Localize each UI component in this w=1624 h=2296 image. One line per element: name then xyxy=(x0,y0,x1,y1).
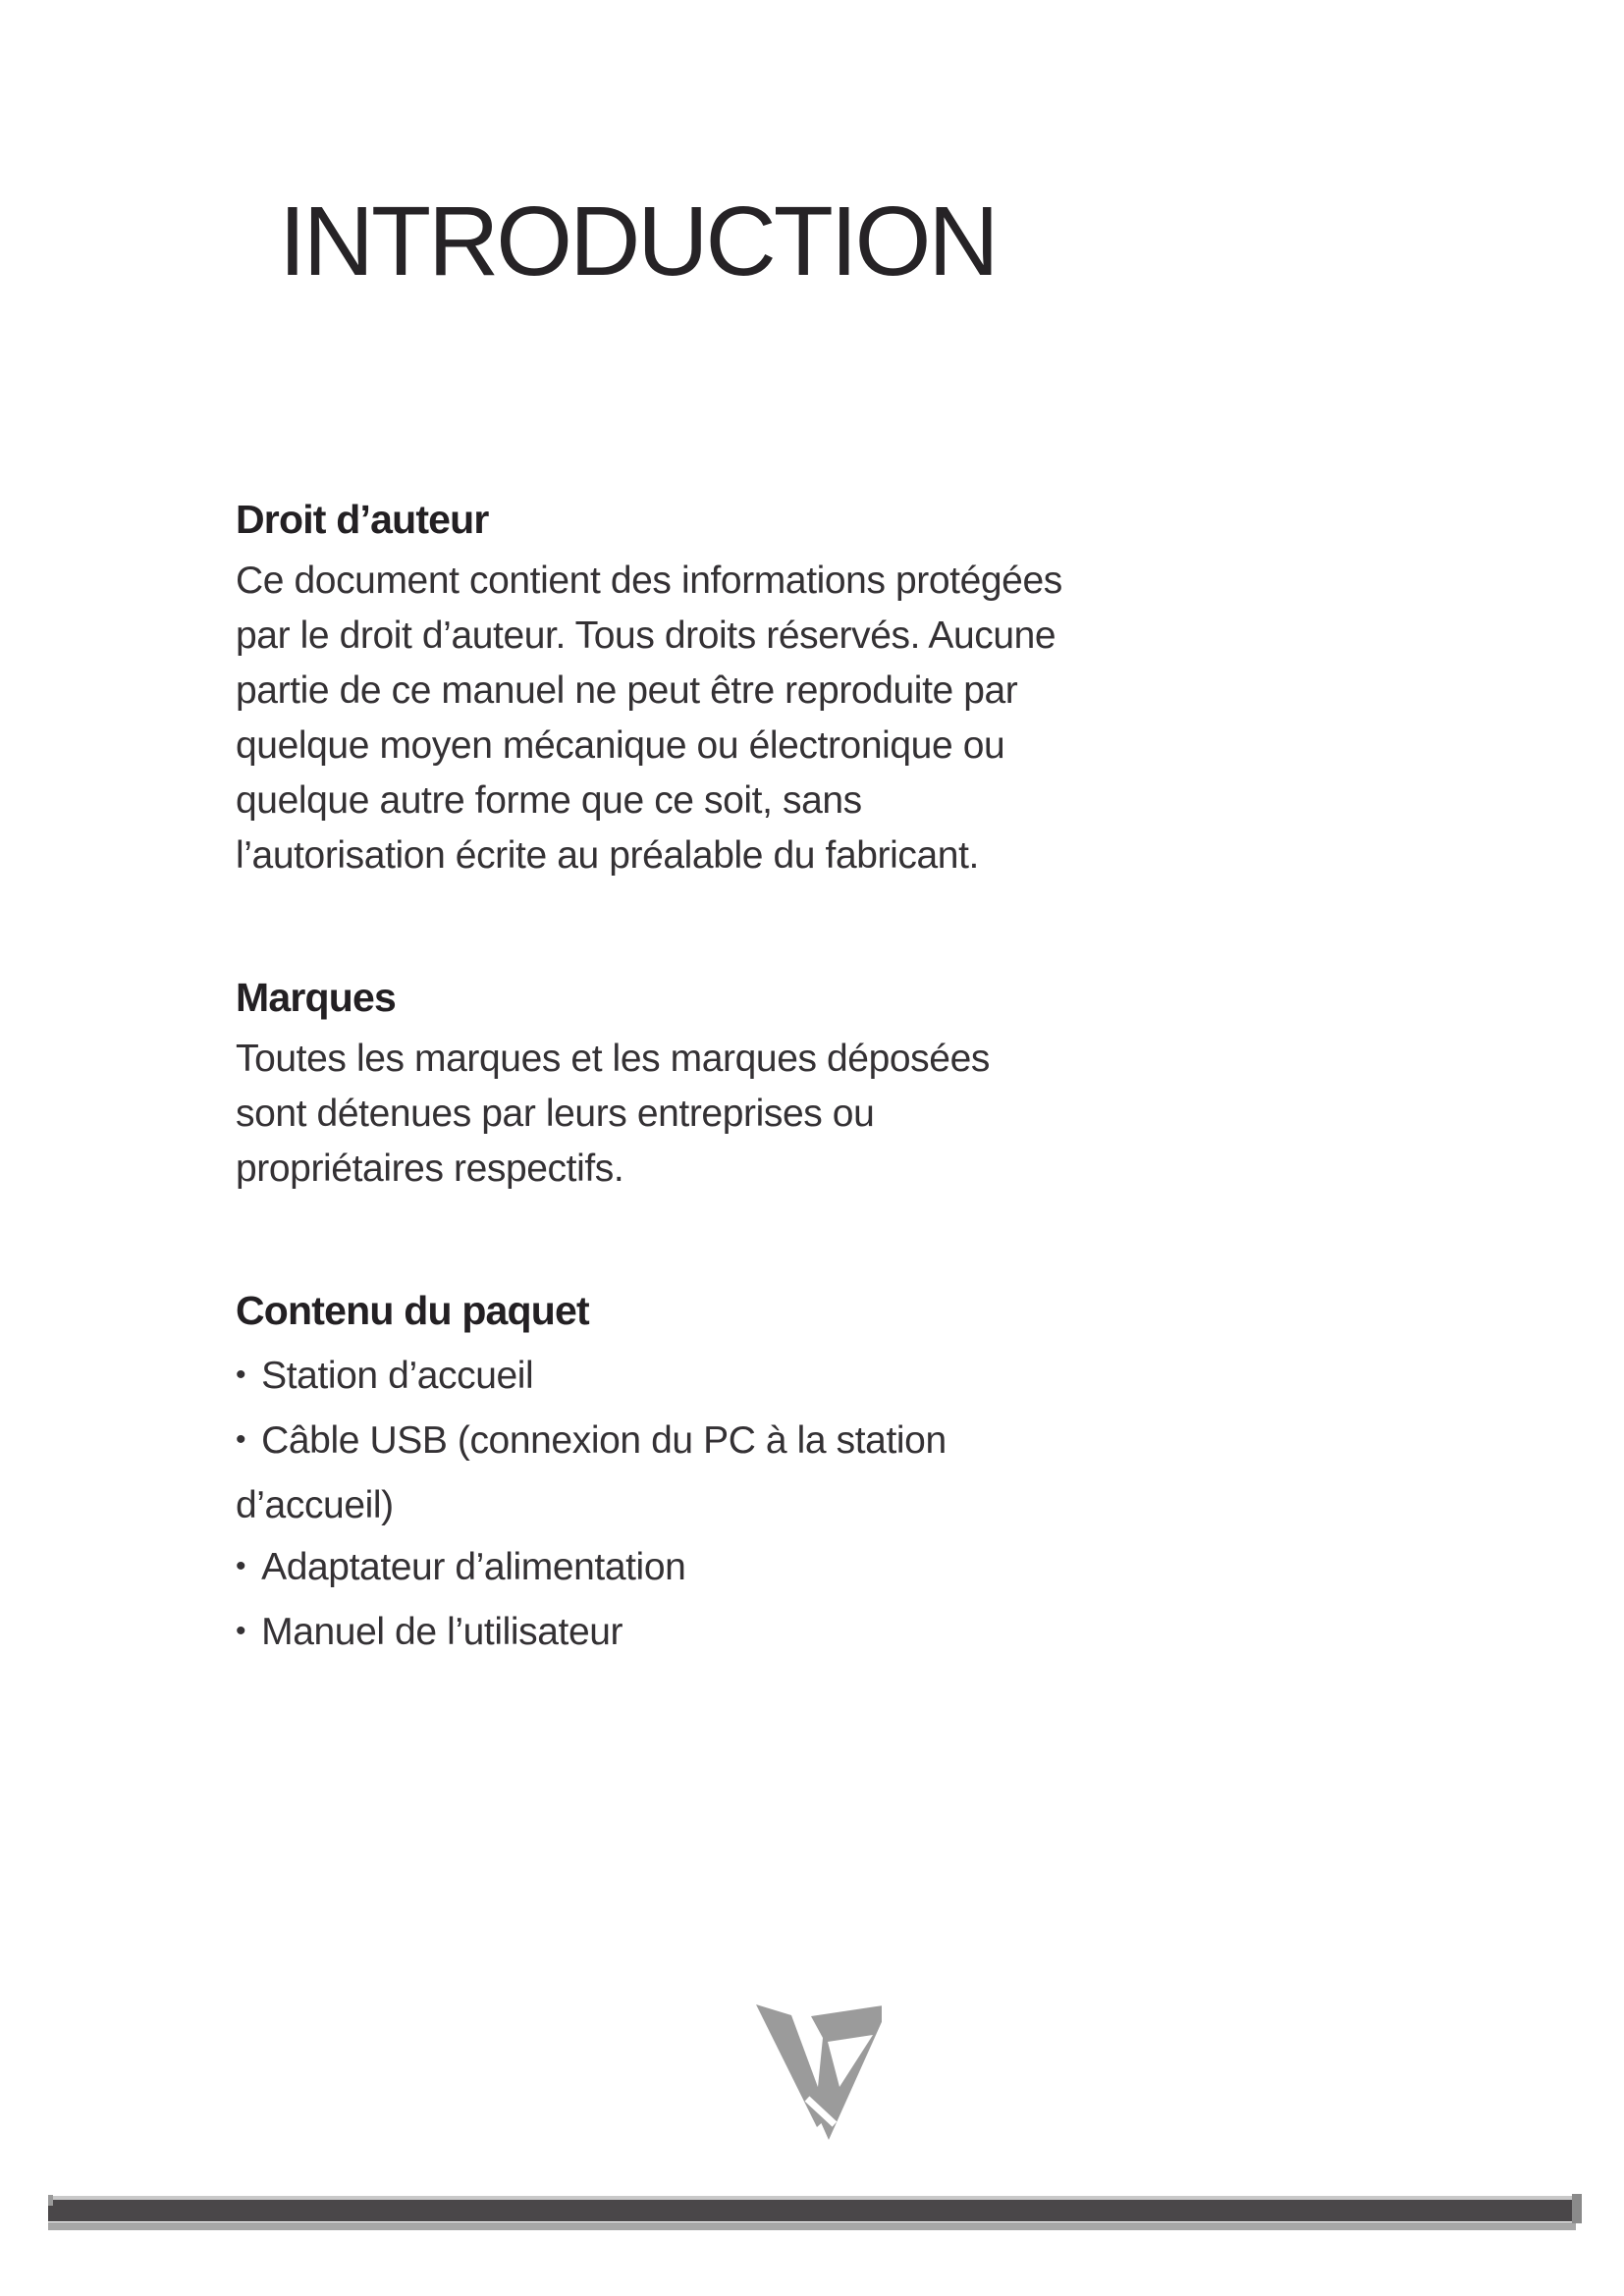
v7-logo-icon xyxy=(742,1993,882,2143)
divider-shadow-band xyxy=(48,2222,1576,2230)
page-title: INTRODUCTION xyxy=(279,187,997,296)
list-item: • Station d’accueil xyxy=(236,1345,1065,1410)
divider-main-band xyxy=(48,2200,1579,2221)
section-trademarks xyxy=(236,974,1065,1197)
list-item: • Manuel de l’utilisateur xyxy=(236,1601,1065,1666)
list-item: • Adaptateur d’alimentation xyxy=(236,1536,1065,1601)
section-heading-copyright: Droit d’auteur xyxy=(236,497,489,542)
section-copyright xyxy=(236,496,1065,883)
footer-divider-bar xyxy=(48,2196,1579,2231)
page-content xyxy=(236,496,1065,1756)
divider-left-nub xyxy=(48,2195,53,2206)
section-package-contents xyxy=(236,1287,1065,1666)
section-heading-package-contents: Contenu du paquet xyxy=(236,1288,589,1333)
package-contents-list xyxy=(236,1345,1065,1666)
section-paragraph-trademarks: Toutes les marques et les marques déposées sont détenues par leurs entreprises ou propriétaires respectifs. xyxy=(236,1038,990,1190)
section-heading-trademarks: Marques xyxy=(236,975,397,1020)
list-item: • Câble USB (connexion du PC à la station d’accueil) xyxy=(236,1410,1065,1536)
section-paragraph-copyright: Ce document contient des informations protégées par le droit d’auteur. Tous droits réservés. Aucune partie de ce manuel ne peut être reproduite par quelque moyen mécanique ou électronique ou quelque autre forme que ce soit, sans l’autorisation écrite au préalable du fabricant. xyxy=(236,560,1062,877)
divider-right-nub xyxy=(1572,2194,1582,2223)
